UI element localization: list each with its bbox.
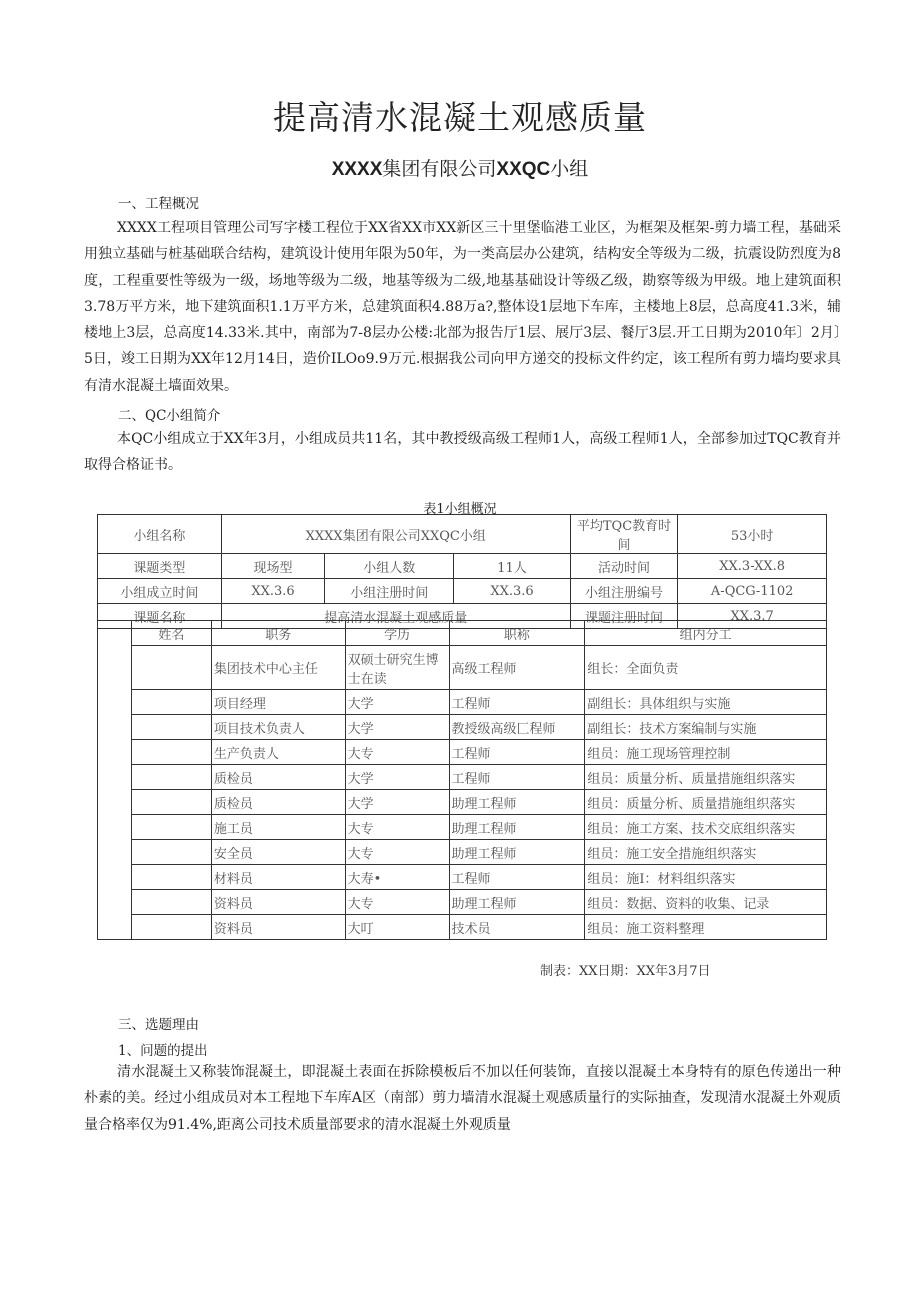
member-education: 大专 bbox=[345, 815, 449, 840]
activity-value: XX.3-XX.8 bbox=[678, 554, 827, 579]
member-position: 资料员 bbox=[211, 915, 345, 940]
section2-heading: 二、QC小组简介 bbox=[118, 408, 221, 424]
topic-type-label: 课题类型 bbox=[98, 554, 222, 579]
member-education: 大学 bbox=[345, 765, 449, 790]
section1-heading: 一、工程概况 bbox=[118, 196, 199, 212]
members-left-margin bbox=[98, 621, 132, 940]
member-duty: 组员：质量分析、质量措施组织落实 bbox=[585, 790, 827, 815]
avg-edu-value: 53小时 bbox=[678, 515, 827, 554]
member-position: 质检员 bbox=[211, 765, 345, 790]
member-position: 生产负责人 bbox=[211, 740, 345, 765]
section2-text: 本QC小组成立于XX年3月，小组成员共11名，其中教授级高级工程师1人，高级工程师1人，全部参加过TQC教育并取得合格证书。 bbox=[84, 431, 841, 474]
member-duty: 组员：施工安全措施组织落实 bbox=[585, 840, 827, 865]
section3-subheading: 1、问题的提出 bbox=[118, 1043, 208, 1059]
topic-reg-label: 课题注册时间 bbox=[570, 604, 678, 629]
member-name bbox=[131, 740, 211, 765]
table-note: 制表：XX日期：XX年3月7日 bbox=[540, 964, 711, 979]
member-education: 大学 bbox=[345, 690, 449, 715]
member-education: 双硕士研究生博士在读 bbox=[345, 646, 449, 690]
avg-edu-label: 平均TQC教育时间 bbox=[570, 515, 678, 554]
member-education: 大学 bbox=[345, 790, 449, 815]
table-row bbox=[98, 646, 827, 690]
section1-text: XXXX工程项目管理公司写字楼工程位于XX省XX市XX新区三十里堡临港工业区，为框架及框架-剪力墙工程，基础采用独立基础与桩基础联合结构，建筑设计使用年限为50年，为一类高层办公建筑，结构安全等级为二级，抗震设防烈度为8度，工程重要性等级为一级，场地等级为二级，地基等级为二级,地基基础设计等级乙级，勘察等级为甲级。地上建筑面积3.78万平方米，地下建筑面积1.1万平方米，总建筑面积4.88万a?,整体设1层地下车库，主楼地上8层，总高度41.3米，辅楼地上3层，总高度14.33米.其中，南部为7-8层办公楼:北部为报告厅1层、展厅3层、餐厅3层.开工日期为2010年〕2月〕5日，竣工日期为XX年12月14日，造价ILOo9.9万元.根据我公司向甲方递交的投标文件约定，该工程所有剪力墙均要求具有清水混凝土墙面效果。 bbox=[84, 220, 841, 394]
registered-value: XX.3.6 bbox=[454, 579, 570, 604]
founded-value: XX.3.6 bbox=[221, 579, 324, 604]
member-education: 大专 bbox=[345, 890, 449, 915]
member-name bbox=[131, 790, 211, 815]
table-row bbox=[98, 815, 827, 840]
header-position: 职务 bbox=[211, 621, 345, 646]
member-education: 大专 bbox=[345, 840, 449, 865]
member-position: 集团技术中心主任 bbox=[211, 646, 345, 690]
group-name-label: 小组名称 bbox=[98, 515, 222, 554]
members-value: 11人 bbox=[454, 554, 570, 579]
topic-name-label: 课题名称 bbox=[98, 604, 222, 629]
reg-no-value: A-QCG-1102 bbox=[678, 579, 827, 604]
table-row bbox=[98, 865, 827, 890]
member-position: 资料员 bbox=[211, 890, 345, 915]
member-duty: 组员：质量分析、质量措施组织落实 bbox=[585, 765, 827, 790]
member-position: 施工员 bbox=[211, 815, 345, 840]
topic-reg-value: XX.3.7 bbox=[678, 604, 827, 629]
member-position: 项目经理 bbox=[211, 690, 345, 715]
member-title: 助理工程师 bbox=[449, 790, 585, 815]
member-name bbox=[131, 915, 211, 940]
header-education: 学历 bbox=[345, 621, 449, 646]
member-education: 大专 bbox=[345, 740, 449, 765]
founded-label: 小组成立时间 bbox=[98, 579, 222, 604]
section3-heading: 三、选题理由 bbox=[118, 1017, 199, 1033]
table-row bbox=[98, 840, 827, 865]
member-name bbox=[131, 865, 211, 890]
table-row bbox=[98, 690, 827, 715]
member-name bbox=[131, 815, 211, 840]
member-title: 助理工程师 bbox=[449, 840, 585, 865]
member-title: 工程师 bbox=[449, 740, 585, 765]
member-title: 教授级高级匚程师 bbox=[449, 715, 585, 740]
member-name bbox=[131, 690, 211, 715]
activity-label: 活动时间 bbox=[570, 554, 678, 579]
member-duty: 组员：施I：材料组织落实 bbox=[585, 865, 827, 890]
member-education: 大学 bbox=[345, 715, 449, 740]
section3-text: 清水混凝土又称装饰混凝土，即混凝土表面在拆除模板后不加以任何装饰，直接以混凝土本身特有的原色传递出一种朴素的美。经过小组成员对本工程地下车库A区（南部）剪力墙清水混凝土观感质量行的实际抽查，发现清水混凝土外观质量合格率仅为91.4%,距离公司技术质量部要求的清水混凝土外观质量 bbox=[84, 1064, 841, 1133]
table-caption: 表1小组概况 bbox=[423, 502, 497, 517]
member-title: 工程师 bbox=[449, 690, 585, 715]
member-title: 工程师 bbox=[449, 865, 585, 890]
registered-label: 小组注册时间 bbox=[325, 579, 454, 604]
member-title: 助理工程师 bbox=[449, 890, 585, 915]
header-name: 姓名 bbox=[131, 621, 211, 646]
member-position: 项目技术负责人 bbox=[211, 715, 345, 740]
member-title: 工程师 bbox=[449, 765, 585, 790]
member-title: 助理工程师 bbox=[449, 815, 585, 840]
member-duty: 副组长：技术方案编制与实施 bbox=[585, 715, 827, 740]
subtitle-code: XXQC bbox=[496, 159, 551, 180]
subtitle-suffix: 小组 bbox=[550, 158, 589, 180]
table-row bbox=[98, 915, 827, 940]
member-duty: 组员：施工方案、技术交底组织落实 bbox=[585, 815, 827, 840]
table-row bbox=[98, 765, 827, 790]
member-duty: 组员：施工现场管理控制 bbox=[585, 740, 827, 765]
member-education: 大叮 bbox=[345, 915, 449, 940]
member-name bbox=[131, 715, 211, 740]
page-subtitle bbox=[0, 154, 920, 181]
table-row bbox=[98, 740, 827, 765]
subtitle-middle: 集团有限公司 bbox=[382, 158, 497, 180]
group-info-table bbox=[97, 514, 827, 629]
member-position: 安全员 bbox=[211, 840, 345, 865]
reg-no-label: 小组注册编号 bbox=[570, 579, 678, 604]
member-name bbox=[131, 765, 211, 790]
topic-type-value: 现场型 bbox=[221, 554, 324, 579]
member-title: 高级工程师 bbox=[449, 646, 585, 690]
header-title: 职称 bbox=[449, 621, 585, 646]
members-label: 小组人数 bbox=[325, 554, 454, 579]
member-position: 材料员 bbox=[211, 865, 345, 890]
member-duty: 组员：数据、资料的收集、记录 bbox=[585, 890, 827, 915]
member-education: 大寿• bbox=[345, 865, 449, 890]
member-duty: 组员：施工资料整理 bbox=[585, 915, 827, 940]
table-row bbox=[98, 790, 827, 815]
member-duty: 副组长：具体组织与实施 bbox=[585, 690, 827, 715]
members-table bbox=[97, 620, 827, 940]
member-name bbox=[131, 890, 211, 915]
member-name bbox=[131, 840, 211, 865]
topic-name-value: 提高清水混凝土观感质量 bbox=[221, 604, 570, 629]
table-row bbox=[98, 890, 827, 915]
group-name-value: XXXX集团有限公司XXQC小组 bbox=[221, 515, 570, 554]
table-row bbox=[98, 715, 827, 740]
member-title: 技术员 bbox=[449, 915, 585, 940]
member-position: 质检员 bbox=[211, 790, 345, 815]
member-duty: 组长：全面负责 bbox=[585, 646, 827, 690]
member-name bbox=[131, 646, 211, 690]
page-title: 提高清水混凝土观感质量 bbox=[273, 98, 647, 137]
header-duty: 组内分工 bbox=[585, 621, 827, 646]
subtitle-prefix: XXXX bbox=[331, 159, 383, 180]
